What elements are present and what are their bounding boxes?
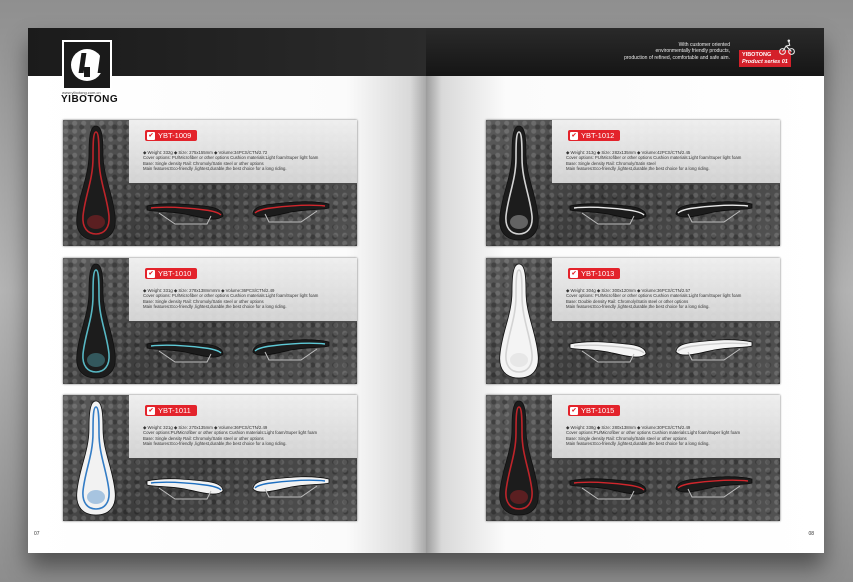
spec-line: Base: Single density Rail: Chromoly/Satin steel or other options	[143, 435, 264, 441]
product-panel	[486, 258, 780, 384]
product-code: YBT-1009	[158, 131, 192, 140]
tagline-line: production of refined, comfortable and safe aim.	[624, 54, 730, 61]
saddle-top-view	[73, 262, 119, 380]
product-code: YBT-1013	[581, 269, 615, 278]
saddle-side-view	[145, 196, 225, 230]
product-code-tag	[145, 405, 197, 416]
product-specs	[566, 150, 776, 171]
product-panel	[486, 395, 780, 521]
page-number: 07	[34, 531, 40, 537]
product-specs	[566, 425, 776, 446]
spec-line: Base: Single density Rail: Chromoly/Satin steel or other options	[143, 160, 264, 166]
spec-line: ◆ Weight: 332g ◆ Size: 275x155mm ◆ Volume:34PCS/CTN/2.72	[143, 150, 268, 155]
brand-name: YIBOTONG	[61, 94, 119, 105]
saddle-side-view	[568, 471, 648, 505]
tag-icon: ✔	[571, 270, 577, 277]
saddle-side-view	[145, 471, 225, 505]
product-info	[129, 120, 357, 183]
spec-line: Base: Single density Rail: Chromoly/Satin steel	[566, 160, 656, 166]
yibotong-logo-icon	[62, 40, 112, 90]
saddle-top-view	[73, 399, 119, 517]
spec-line: ◆ Weight: 338g ◆ Size: 280x138mm ◆ Volume:30PCS/CTN/2.49	[566, 425, 691, 430]
right-page	[426, 28, 824, 553]
product-panel	[63, 120, 357, 246]
saddle-side-view	[568, 334, 648, 368]
spec-line: ◆ Weight: 304g ◆ Size: 300x120mm ◆ Volume:36PCS/CTN/2.57	[566, 288, 691, 293]
saddle-side-view	[568, 196, 648, 230]
product-code-tag	[145, 130, 197, 141]
saddle-side-view	[251, 332, 331, 366]
product-info	[129, 395, 357, 458]
spec-line: Base: Single density Rail: Chromoly/Satin steel or other options	[143, 298, 264, 304]
badge-brand: YIBOTONG	[742, 52, 772, 58]
spec-line: ◆ Weight: 321g ◆ Size: 270x135mm ◆ Volume:36PCS/CTN/2.49	[143, 425, 268, 430]
product-panel	[63, 395, 357, 521]
saddle-side-view	[251, 194, 331, 228]
product-panel	[486, 120, 780, 246]
spec-line: Main features:Eco-friendly ,lightest,durable,the best choice for a long riding.	[566, 303, 710, 309]
spec-line: Main features:Eco-friendly ,lightest,durable,the best choice for a long riding.	[143, 440, 287, 446]
product-code: YBT-1011	[158, 406, 191, 415]
spec-line: Cover options:PU/Microfiber or other options Cushion materials:Light foam/Super light foam	[566, 430, 741, 436]
spec-line: Cover options: PU/Microfiber or other options Cushion materials:Light foam/Super light foam	[566, 155, 742, 161]
spec-line: Main features:Eco-friendly ,lightest,durable,the best choice for a long riding.	[143, 165, 287, 171]
product-code: YBT-1012	[581, 131, 615, 140]
tag-icon: ✔	[571, 407, 577, 414]
page-number: 08	[808, 531, 814, 537]
saddle-top-view	[496, 399, 542, 517]
product-code-tag	[568, 405, 620, 416]
tag-icon: ✔	[571, 132, 577, 139]
product-code-tag	[568, 130, 620, 141]
product-code: YBT-1015	[581, 406, 615, 415]
product-info	[552, 120, 780, 183]
spec-line: ◆ Weight: 313g ◆ Size: 282x135mm ◆ Volume:42PCS/CTN/2.45	[566, 150, 691, 155]
saddle-side-view	[674, 194, 754, 228]
tagline	[560, 42, 730, 61]
spec-line: Main features:Eco-friendly ,lightest,durable,the best choice for a long riding.	[143, 303, 287, 309]
saddle-top-view	[496, 262, 542, 380]
cyclist-icon	[778, 38, 796, 56]
saddle-side-view	[145, 334, 225, 368]
saddle-side-view	[674, 469, 754, 503]
tagline-line: environmentally friendly products,	[655, 48, 730, 55]
spec-line: Base: Single density Rail: Chromoly/Satin steel or other options	[566, 435, 687, 441]
product-specs	[143, 150, 353, 171]
product-code: YBT-1010	[158, 269, 192, 278]
product-info	[129, 258, 357, 321]
spec-line: Cover options:PU/Microfiber or other options Cushion materials:Light foam/Super light foam	[143, 430, 318, 436]
tag-icon: ✔	[148, 132, 154, 139]
product-code-tag	[145, 268, 197, 279]
tagline-line: With customer oriented	[678, 42, 730, 48]
spec-line: ◆ Weight: 331g ◆ Size: 278x138mmmm ◆ Volume:36PCS/CTN/2.49	[143, 288, 275, 293]
tag-icon: ✔	[148, 407, 154, 414]
brand-url: www.yibotong.com.cn	[62, 90, 101, 95]
catalog-spread	[28, 28, 824, 553]
spec-line: Cover options: PU/Microfiber or other options Cushion materials:Light foam/Super light foam	[566, 293, 742, 299]
product-specs	[566, 288, 776, 309]
spec-line: Base: Double density Rail: Chromoly/Satin steel or other options	[566, 298, 689, 304]
spec-line: Cover options: PU/Microfiber or other options Cushion materials:Light foam/Super light foam	[143, 293, 319, 299]
saddle-side-view	[251, 469, 331, 503]
badge-series: Product series 01	[742, 58, 788, 65]
saddle-top-view	[73, 124, 119, 242]
product-specs	[143, 288, 353, 309]
tag-icon: ✔	[148, 270, 154, 277]
product-info	[552, 258, 780, 321]
saddle-top-view	[496, 124, 542, 242]
logo-mark	[71, 49, 103, 81]
spec-line: Main features:Eco-friendly ,lightest,durable,the best choice for a long riding.	[566, 440, 710, 446]
product-panel	[63, 258, 357, 384]
left-page	[28, 28, 426, 553]
spec-line: Main features:Eco-friendly ,lightest,durable,the best choice for a long riding.	[566, 165, 710, 171]
product-specs	[143, 425, 353, 446]
product-info	[552, 395, 780, 458]
saddle-side-view	[674, 332, 754, 366]
spec-line: Cover options: PU/Microfiber or other options Cushion materials:Light foam/Super light foam	[143, 155, 319, 161]
product-code-tag	[568, 268, 620, 279]
